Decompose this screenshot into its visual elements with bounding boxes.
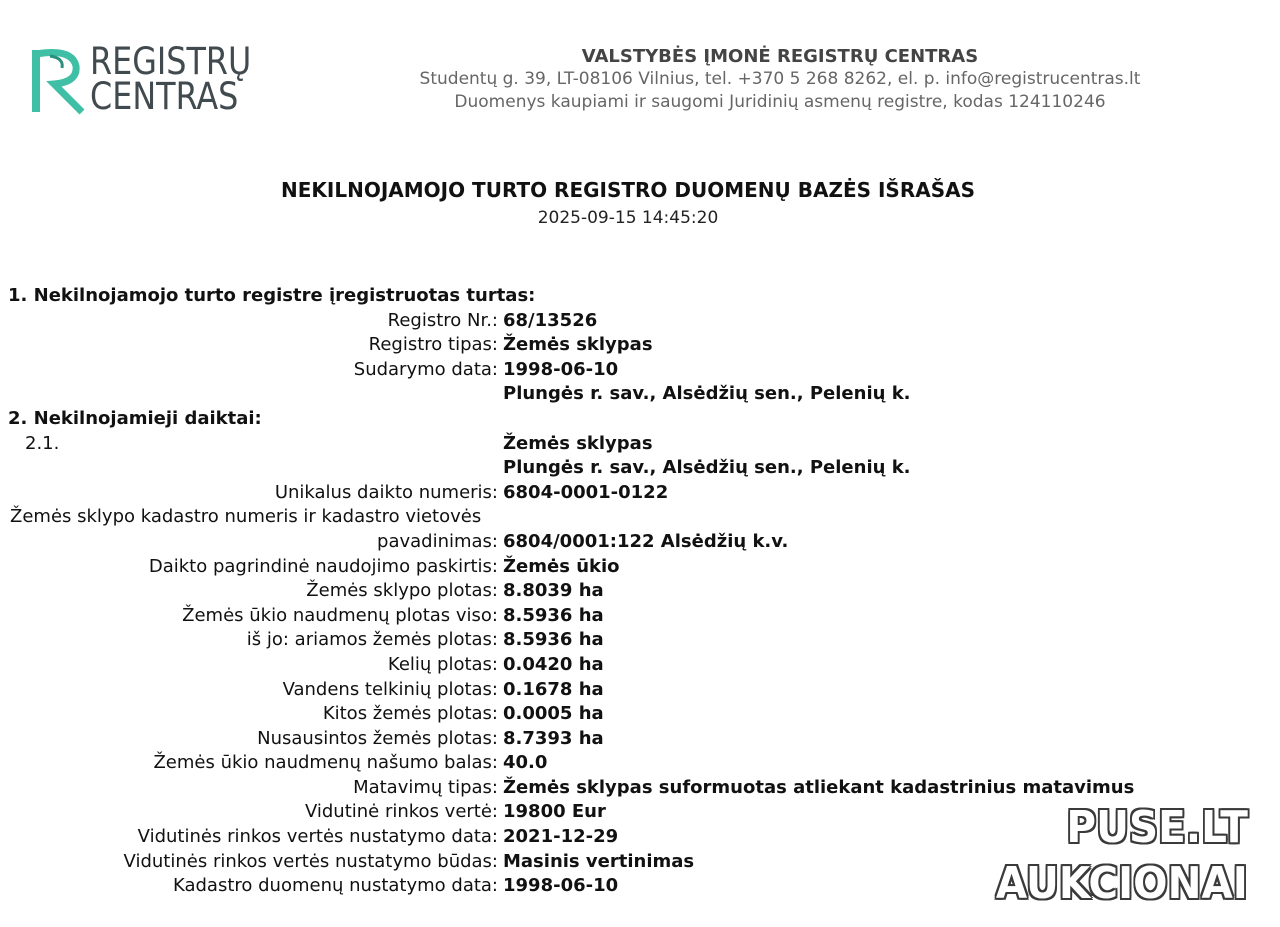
field-value: 8.5936 ha xyxy=(503,629,604,651)
logo-r-mark-icon xyxy=(32,46,88,116)
field-label: Žemės ūkio naudmenų plotas viso: xyxy=(182,604,498,626)
cadastre-value: 6804/0001:122 Alsėdžių k.v. xyxy=(503,530,789,552)
field-label: Nusausintos žemės plotas: xyxy=(257,727,498,749)
organization-name: VALSTYBĖS ĮMONĖ REGISTRŲ CENTRAS xyxy=(581,46,979,67)
field-value: 6804-0001-0122 xyxy=(503,481,669,503)
field-label: Matavimų tipas: xyxy=(353,776,498,798)
field-label: Daikto pagrindinė naudojimo paskirtis: xyxy=(148,555,498,577)
watermark-line-2: AUKCIONAI xyxy=(996,858,1248,909)
field-row xyxy=(0,579,1280,604)
field-value: Masinis vertinimas xyxy=(503,850,695,872)
item-type: Žemės sklypas xyxy=(503,432,653,454)
field-row xyxy=(0,604,1280,629)
field-label: Registro tipas: xyxy=(368,334,498,356)
field-value: 1998-06-10 xyxy=(503,358,619,380)
field-label: Kadastro duomenų nustatymo data: xyxy=(172,875,498,897)
field-label: Vidutinė rinkos vertė: xyxy=(304,801,498,823)
field-value: Žemės sklypas xyxy=(503,334,653,356)
organization-info xyxy=(380,46,1180,114)
field-value: 8.5936 ha xyxy=(503,604,604,626)
field-value: Žemės sklypas suformuotas atliekant kadastrinius matavimus xyxy=(503,776,1135,798)
field-value: Žemės ūkio xyxy=(503,555,620,577)
field-label: Vandens telkinių plotas: xyxy=(282,678,498,700)
document-date: 2025-09-15 14:45:20 xyxy=(537,208,719,228)
field-value: 2021-12-29 xyxy=(503,826,619,848)
item-row xyxy=(0,432,1280,457)
field-value: 0.0420 ha xyxy=(503,653,604,675)
field-row xyxy=(0,727,1280,752)
field-row xyxy=(0,751,1280,776)
field-label: Sudarymo data: xyxy=(353,358,498,380)
field-label: Žemės sklypo plotas: xyxy=(306,580,498,602)
section-1-heading: 1. Nekilnojamojo turto registre įregistruotas turtas: xyxy=(8,285,536,306)
field-value: 68/13526 xyxy=(503,309,598,331)
section-2-heading: 2. Nekilnojamieji daiktai: xyxy=(8,407,262,429)
organization-address: Studentų g. 39, LT-08106 Vilnius, tel. +370 5 268 8262, el. p. info@registrucentras.lt xyxy=(419,69,1141,89)
field-row xyxy=(0,309,1280,334)
document-title: NEKILNOJAMOJO TURTO REGISTRO DUOMENŲ BAZĖS IŠRAŠAS xyxy=(281,178,975,202)
field-value: 40.0 xyxy=(503,752,548,774)
organization-registry-code: Duomenys kaupiami ir saugomi Juridinių asmenų registre, kodas 124110246 xyxy=(454,92,1106,112)
field-row xyxy=(0,628,1280,653)
field-value: 0.1678 ha xyxy=(503,678,604,700)
item-address-row xyxy=(0,456,1280,481)
document-header xyxy=(0,0,1280,130)
field-row xyxy=(0,333,1280,358)
field-row xyxy=(0,481,1280,506)
puse-lt-watermark xyxy=(974,800,1248,912)
field-row xyxy=(0,678,1280,703)
field-label: Žemės ūkio naudmenų našumo balas: xyxy=(153,752,498,774)
cadastre-label-line-2: pavadinimas: xyxy=(377,530,498,552)
field-value: 19800 Eur xyxy=(503,801,606,823)
field-row xyxy=(0,530,1280,555)
field-value: 8.8039 ha xyxy=(503,580,604,602)
field-label: iš jo: ariamos žemės plotas: xyxy=(246,629,498,651)
logo-text xyxy=(90,40,252,118)
field-label: Vidutinės rinkos vertės nustatymo būdas: xyxy=(123,850,498,872)
field-label: Kitos žemės plotas: xyxy=(322,703,498,725)
field-row xyxy=(0,653,1280,678)
field-row xyxy=(0,555,1280,580)
item-address: Plungės r. sav., Alsėdžių sen., Pelenių k. xyxy=(503,457,911,479)
logo-line-2: CENTRAS xyxy=(90,75,239,118)
registru-centras-logo xyxy=(32,42,262,118)
cadastre-label-row xyxy=(0,505,1280,530)
field-label: Unikalus daikto numeris: xyxy=(274,481,498,503)
field-value: 1998-06-10 xyxy=(503,875,619,897)
field-row xyxy=(0,702,1280,727)
field-value: 8.7393 ha xyxy=(503,727,604,749)
cadastre-label-line-1: Žemės sklypo kadastro numeris ir kadastro vietovės xyxy=(10,506,482,528)
field-label: Kelių plotas: xyxy=(387,653,498,675)
field-label-empty xyxy=(0,456,498,481)
field-row xyxy=(0,358,1280,383)
watermark-line-1: PUSE.LT xyxy=(1066,802,1248,853)
field-value-address: Plungės r. sav., Alsėdžių sen., Pelenių k. xyxy=(503,383,911,405)
field-row xyxy=(0,776,1280,801)
field-label xyxy=(0,382,498,407)
field-label: Registro Nr.: xyxy=(387,309,498,331)
field-label: Vidutinės rinkos vertės nustatymo data: xyxy=(137,826,498,848)
field-row xyxy=(0,382,1280,407)
logo-line-1: REGISTRŲ xyxy=(90,40,252,83)
item-number: 2.1. xyxy=(25,432,60,454)
field-value: 0.0005 ha xyxy=(503,703,604,725)
